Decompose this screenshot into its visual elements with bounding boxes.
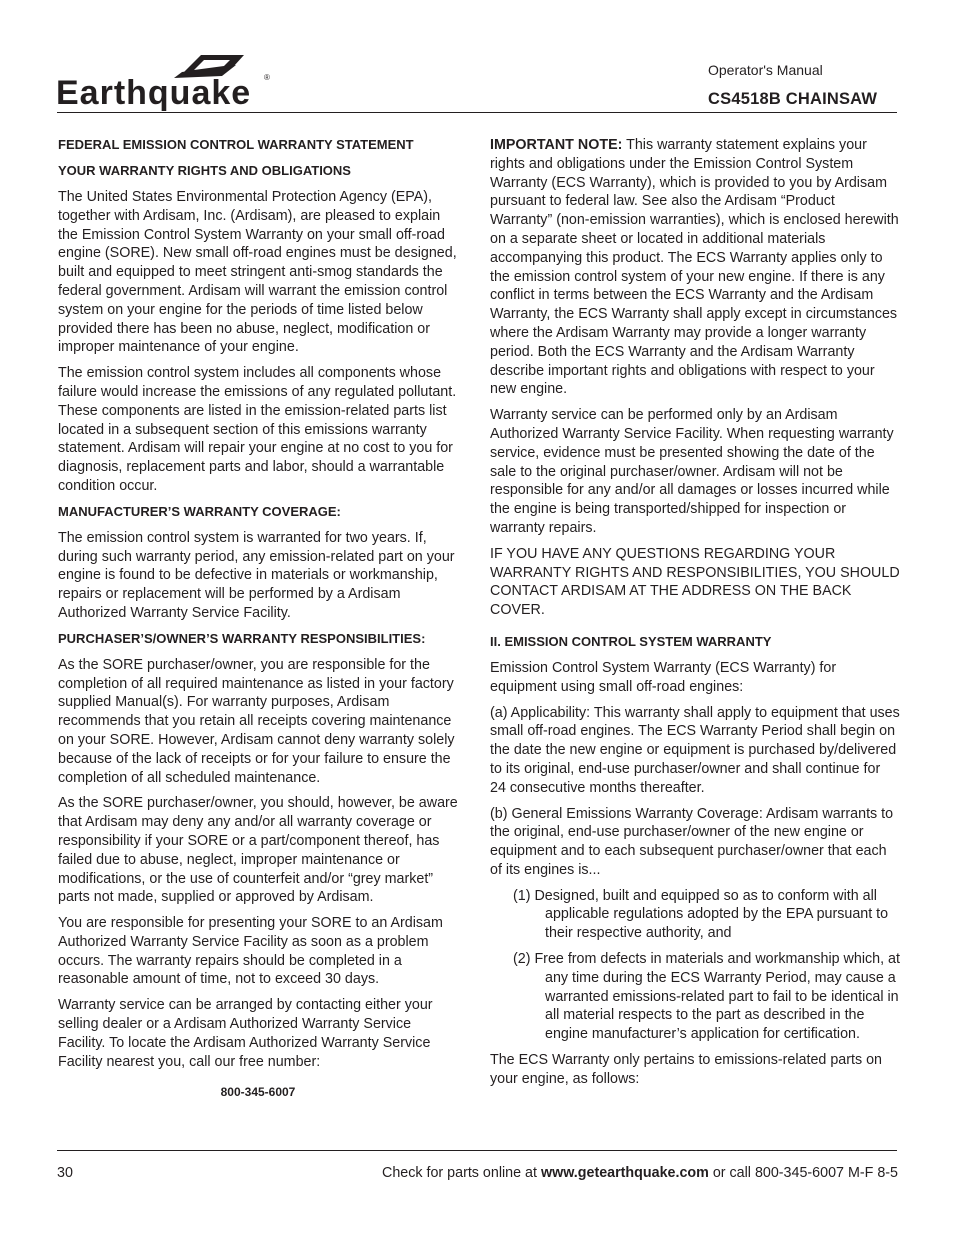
heading-manufacturer-coverage: MANUFACTURER’S WARRANTY COVERAGE: — [58, 503, 341, 519]
paragraph-owner-maintenance: As the SORE purchaser/owner, you are responsible for the completion of all required maintenance as listed in your factory supplied Manual(s). For warranty purposes, Ardisam recommends that you retain all receipts covering maintenance on your SORE. However, Ardisam cannot deny warranty solely because of the lack of receipts or for your failure to ensure the completion of all scheduled maintenance. — [58, 656, 455, 786]
right-column — [490, 136, 900, 1096]
heading-federal-warranty: FEDERAL EMISSION CONTROL WARRANTY STATEMENT — [58, 137, 414, 152]
paragraph-arrange-service: Warranty service can be arranged by contacting either your selling dealer or a Ardisam Authorized Warranty Service Facility. To locate the Ardisam Authorized Warranty Service Facility nearest you, call our free number: — [58, 997, 433, 1070]
heading-rights-obligations: YOUR WARRANTY RIGHTS AND OBLIGATIONS — [58, 163, 351, 178]
paragraph-ecs-intro: Emission Control System Warranty (ECS Warranty) for equipment using small off-road engines: — [490, 659, 837, 695]
list-item-designed: (1) Designed, built and equipped so as to conform with all applicable regulations adopted by the EPA pursuant to their respective authority, and — [513, 887, 889, 942]
svg-text:®: ® — [264, 73, 270, 82]
page-number: 30 — [57, 1165, 73, 1181]
paragraph-present-sore: You are responsible for presenting your SORE to an Ardisam Authorized Warranty Service Facility as soon as a problem occurs. The warranty repairs should be completed in a reasonable amount of time, not to exceed 30 days. — [58, 915, 443, 988]
paragraph-general-coverage: (b) General Emissions Warranty Coverage: Ardisam warrants to the original, end-use purchaser/owner of the new engine or equipment and to each subsequent purchaser/owner that each of its engines is... — [490, 805, 894, 878]
heading-owner-responsibilities: PURCHASER’S/OWNER’S WARRANTY RESPONSIBILITIES: — [58, 630, 426, 646]
header-divider — [57, 112, 897, 113]
phone-number: 800-345-6007 — [220, 1085, 296, 1100]
paragraph-emission-system: The emission control system includes all components whose failure would increase the emissions of any regulated pollutant. These components are listed in the emission-related parts list located in a subsequent section of this emissions warranty statement. Ardisam will repair your engine at no cost to you for diagnosis, replacement parts and labor, should a warrantable condition occur. — [58, 365, 457, 494]
paragraph-deny-warranty: As the SORE purchaser/owner, you should, however, be aware that Ardisam may deny any and/or all warranty coverage or responsibility if your SORE or a part/component thereof, has failed due to abuse, neglect, improper maintenance or modifications, or the use of counterfeit and/or “grey market” parts not made, supplied or approved by Ardisam. — [58, 795, 458, 906]
paragraph-warranty-service: Warranty service can be performed only by an Ardisam Authorized Warranty Service Facility. When requesting warranty service, evidence must be presented showing the date of the sale to the original purchaser/owner. Ardisam will not be responsible for any and/or all damages or losses incurred while the engine is being transported/shipped for inspection or warranty repairs. — [490, 407, 894, 536]
earthquake-logo — [54, 52, 276, 114]
footer-divider — [57, 1150, 897, 1151]
left-column — [58, 136, 462, 1102]
website-link[interactable]: www.getearthquake.com — [540, 1165, 709, 1181]
header-model-title: CS4518B CHAINSAW — [708, 90, 878, 108]
heading-ecs-warranty: II. EMISSION CONTROL SYSTEM WARRANTY — [490, 633, 772, 649]
logo-text: Earthquake — [56, 74, 252, 112]
paragraph-epa-intro: The United States Environmental Protection Agency (EPA), together with Ardisam, Inc. (Ardisam), are pleased to explain the Emission Control System Warranty on your small off-road engine (SORE). New small off-road engines must be designed, built and equipped to meet stringent anti-smog standards the federal government. Ardisam will warrant the emission control system on your engine for the periods of time listed below provided there has been no abuse, neglect, modification or improper maintenance of your engine. — [58, 189, 457, 356]
footer-parts-info: Check for parts online at www.getearthquake.com or call 800-345-6007 M-F 8-5 — [382, 1165, 898, 1181]
paragraph-important-note — [490, 136, 900, 399]
important-note-text: This warranty statement explains your rights and obligations under the Emission Control System Warranty (ECS Warranty), which is provided to you by Ardisam pursuant to federal law. See also the Ardisam “Product Warranty” (non-emission warranties), which is enclosed herewith on a separate sheet or located in additional materials accompanying this product. The ECS Warranty applies only to the emission control system of your new engine. If there is any conflict in terms between the ECS Warranty and the Ardisam Warranty, the ECS Warranty shall apply except in circumstances where the Ardisam Warranty may provide a longer warranty period. Both the ECS Warranty and the Ardisam Warranty describe important rights and obligations with respect to your new engine. — [490, 137, 899, 398]
list-item-free-defects: (2) Free from defects in materials and workmanship which, at any time during the ECS Warranty Period, may cause a warranted emissions-related part to fail to be identical in all material respects to the part as described in the engine manufacturer’s application for certification. — [513, 951, 900, 1043]
paragraph-applicability: (a) Applicability: This warranty shall apply to equipment that uses small off-road engines. The ECS Warranty Period shall begin on the date the new engine or equipment is purchased by/delivered to its original, end-use purchaser/owner and shall continue for 24 consecutive months thereafter. — [490, 704, 900, 796]
header-manual-label: Operator's Manual — [708, 62, 823, 78]
paragraph-coverage: The emission control system is warranted for two years. If, during such warranty period, any emission-related part on your engine is found to be defective in materials or workmanship, repairs or replacement will be performed by a Ardisam Authorized Warranty Service Facility. — [58, 529, 455, 621]
important-note-label: IMPORTANT NOTE: — [490, 137, 623, 153]
paragraph-parts-pertains: The ECS Warranty only pertains to emissions-related parts on your engine, as follows: — [490, 1052, 883, 1087]
paragraph-questions: IF YOU HAVE ANY QUESTIONS REGARDING YOUR WARRANTY RIGHTS AND RESPONSIBILITIES, YOU SHOULD CONTACT ARDISAM AT THE ADDRESS ON THE BACK COVER. — [490, 545, 900, 619]
